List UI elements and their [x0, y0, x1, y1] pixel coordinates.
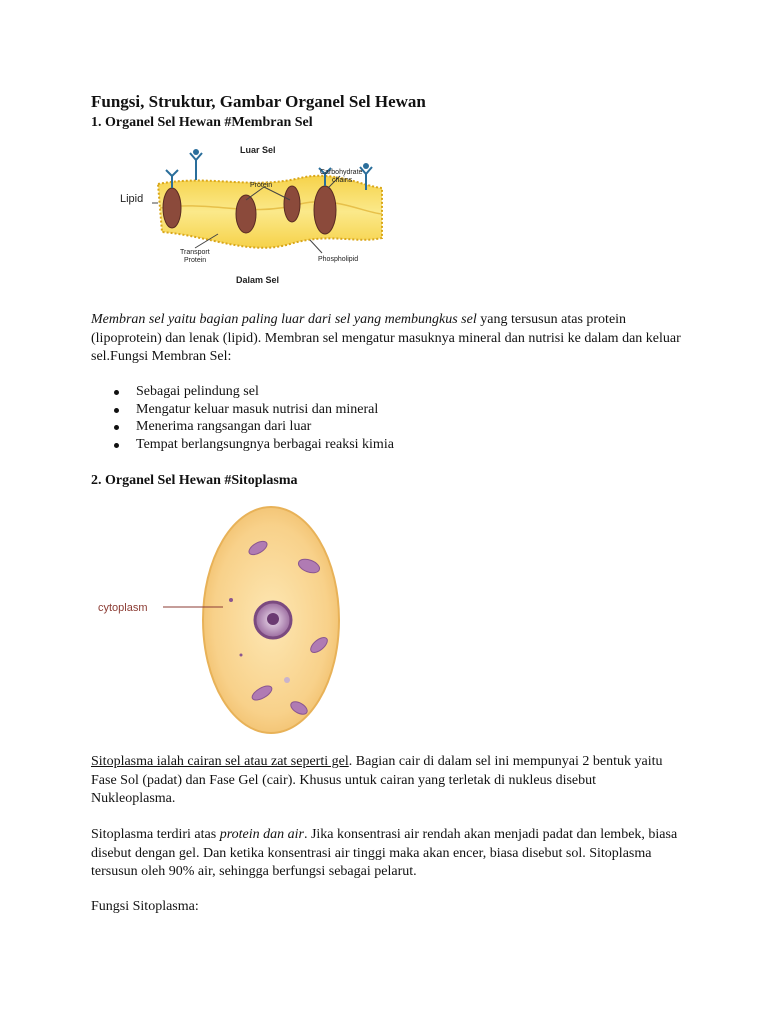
- list-item-text: Menerima rangsangan dari luar: [136, 419, 312, 435]
- list-item: [91, 401, 394, 419]
- bullet-icon: [114, 425, 119, 430]
- label-lipid: Lipid: [120, 193, 144, 205]
- label-transport: Transport: [180, 249, 210, 256]
- membrane-description: yang tersusun atas protein (lipoprotein) dan lenak (lipid). Membran sel mengatur masuknya mineral dan nutrisi ke dalam dan keluar sel.Fungsi Membran Sel:: [91, 312, 681, 364]
- cytoplasm-composition-italic: protein dan air: [219, 827, 304, 842]
- list-item: [91, 383, 394, 401]
- section1-heading: 1. Organel Sel Hewan #Membran Sel: [91, 115, 313, 130]
- cell-membrane-figure: [100, 140, 400, 290]
- label-dalam-sel: Dalam Sel: [236, 275, 280, 285]
- label-chains: chains: [332, 177, 353, 184]
- list-item-text: Tempat berlangsungnya berbagai reaksi kimia: [136, 436, 394, 452]
- cytoplasm-figure: [95, 505, 355, 740]
- membrane-paragraph: [91, 311, 681, 367]
- cytoplasm-functions-heading: Fungsi Sitoplasma:: [91, 899, 199, 914]
- list-item-text: Sebagai pelindung sel: [136, 384, 259, 399]
- list-item-text: Mengatur keluar masuk nutrisi dan mineral: [136, 401, 379, 417]
- page-title: Fungsi, Struktur, Gambar Organel Sel Hewan: [91, 92, 426, 111]
- list-item: [91, 436, 394, 454]
- label-carbohydrate: Carbohydrate: [320, 169, 363, 176]
- cytoplasm-composition-lead: Sitoplasma terdiri atas: [91, 827, 220, 842]
- membrane-functions-list: [91, 383, 394, 453]
- cytoplasm-composition-rest: . Jika konsentrasi air rendah akan menjadi padat dan lembek, biasa disebut dengan gel. Dan ketika konsentrasi air tinggi maka akan encer, biasa disebut sol. Sitoplasma tersusun oleh 90% air, sehingga berfungsi sebagai pelarut.: [91, 827, 678, 879]
- cytoplasm-paragraph-1: [91, 753, 681, 809]
- label-transport-protein: Protein: [184, 257, 207, 264]
- membrane-definition: Membran sel yaitu bagian paling luar dari sel yang membungkus sel: [91, 312, 477, 327]
- cytoplasm-description: . Bagian cair di dalam sel ini mempunyai 2 bentuk yaitu Fase Sol (padat) dan Fase Gel (cair). Khusus untuk cairan yang terletak di nukleus disebut Nukleoplasma.: [91, 754, 663, 806]
- label-cytoplasm: cytoplasm: [98, 602, 148, 614]
- bullet-icon: [114, 443, 119, 448]
- bullet-icon: [114, 390, 119, 395]
- label-luar-sel: Luar Sel: [240, 145, 276, 155]
- cytoplasm-paragraph-2: [91, 826, 681, 882]
- label-phospholipid: Phospholipid: [318, 256, 359, 263]
- list-item: [91, 418, 394, 436]
- bullet-icon: [114, 408, 119, 413]
- section2-heading: 2. Organel Sel Hewan #Sitoplasma: [91, 473, 298, 488]
- cytoplasm-definition: Sitoplasma ialah cairan sel atau zat seperti gel: [91, 754, 349, 769]
- label-protein: Protein: [250, 182, 273, 189]
